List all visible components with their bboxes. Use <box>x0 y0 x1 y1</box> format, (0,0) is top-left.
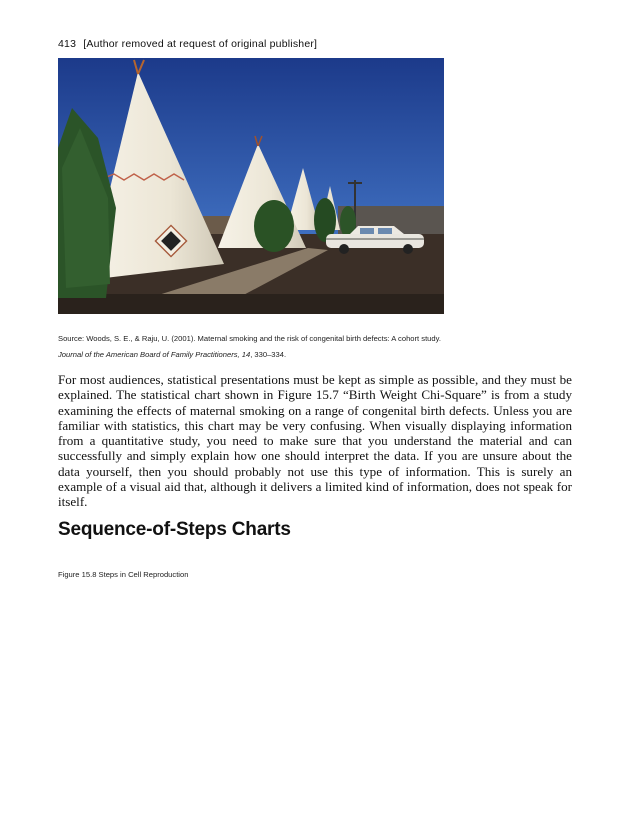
caption-journal: Journal of the American Board of Family Practitioners, 14 <box>58 350 251 359</box>
motel-photo <box>58 58 444 314</box>
body-paragraph: For most audiences, statistical presentations must be kept as simple as possible, and they must be explained. The statistical chart shown in Figure 15.7 “Birth Weight Chi-Square” is from a study examining the effects of maternal smoking on a range of congenital birth defects. Unless you are familiar with statistics, this chart may be very confusing. When visually displaying information from a quantitative study, you need to make sure that you understand the material and can successfully and simply explain how one should interpret the data. If you are unsure about the data yourself, then you should probably not use this type of information. This is surely an example of a visual aid that, although it delivers a limited kind of information, does not speak for itself. <box>58 372 572 510</box>
page-number: 413 <box>58 38 77 50</box>
running-title: [Author removed at request of original publisher] <box>83 38 318 50</box>
page-header <box>58 38 317 50</box>
photo-caption <box>58 331 444 363</box>
photo-illustration <box>58 58 444 314</box>
caption-source: Source: Woods, S. E., & Raju, U. (2001). Maternal smoking and the risk of congenital birth defects: A cohort study. <box>58 334 441 343</box>
section-heading: Sequence-of-Steps Charts <box>58 519 291 540</box>
figure-label: Figure 15.8 Steps in Cell Reproduction <box>58 570 189 579</box>
caption-pages: , 330–334. <box>250 350 287 359</box>
